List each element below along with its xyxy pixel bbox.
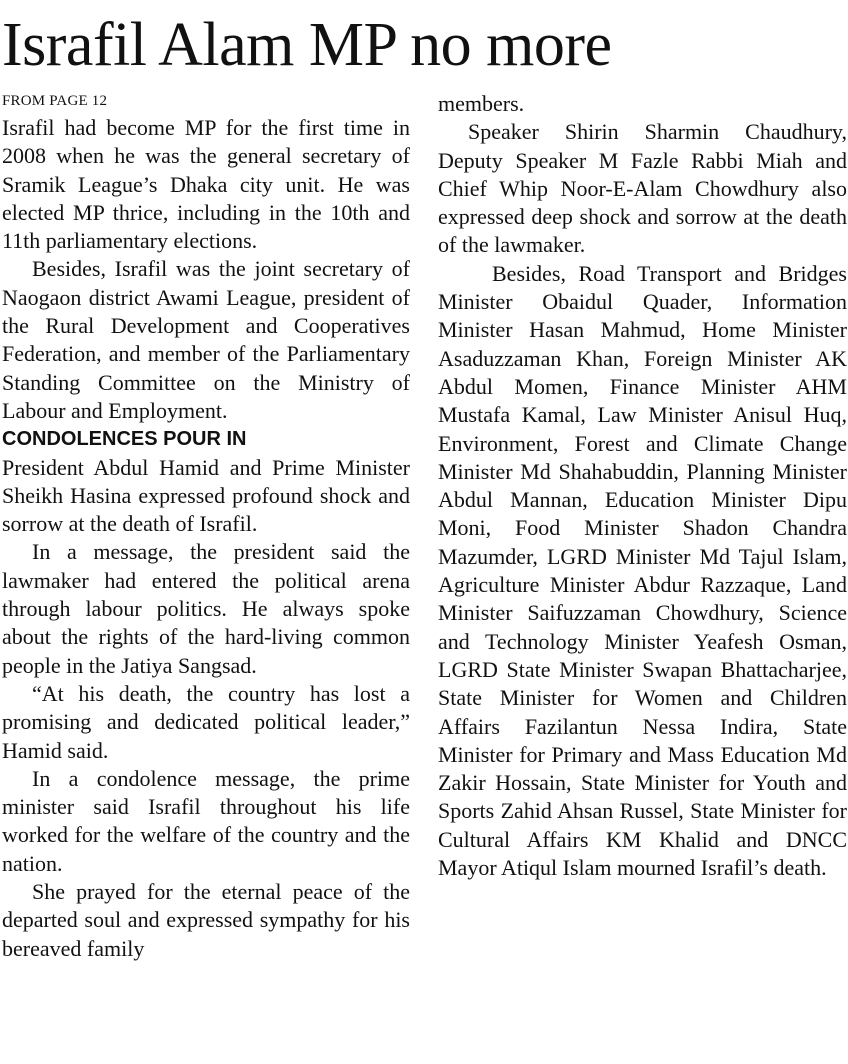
article-column-left (2, 90, 410, 1062)
body-paragraph: members. (438, 91, 525, 116)
body-paragraph: President Abdul Hamid and Prime Minister Sheikh Hasina expressed profound shock and sorrow at the death of Israfil. (2, 454, 410, 537)
article-column-right (438, 90, 847, 1062)
body-paragraph: Israfil had become MP for the first time in 2008 when he was the general secretary of Sramik League’s Dhaka city unit. He was elected MP thrice, including in the 10th and 11th parliamentary elections. (2, 115, 410, 254)
body-paragraph: In a message, the president said the lawmaker had entered the political arena through labour politics. He always spoke about the rights of the hard-living common people in the Jatiya Sangsad. (2, 539, 410, 678)
body-paragraph: Besides, Road Transport and Bridges Minister Obaidul Quader, Information Minister Hasan Mahmud, Home Minister Asaduzzaman Khan, Foreign Minister AK Abdul Momen, Finance Minister AHM Mustafa Kamal, Law Minister Anisul Huq, Environment, Forest and Climate Change Minister Md Shahabuddin, Planning Minister Abdul Mannan, Education Minister Dipu Moni, Food Minister Shadon Chandra Mazumder, LGRD Minister Md Tajul Islam, Agriculture Minister Abdur Razzaque, Land Minister Saifuzzaman Chowdhury, Science and Technology Minister Yeafesh Osman, LGRD State Minister Swapan Bhattacharjee, State Minister for Women and Children Affairs Fazilantun Nessa Indira, State Minister for Primary and Mass Education Md Zakir Hossain, State Minister for Youth and Sports Zahid Ahsan Russel, State Minister for Cultural Affairs KM Khalid and DNCC Mayor Atiqul Islam mourned Israfil’s death. (438, 260, 847, 881)
body-paragraph: “At his death, the country has lost a promising and dedicated political leader,” Hamid said. (2, 680, 410, 763)
article-headline: Israfil Alam MP no more (2, 11, 612, 79)
body-paragraph: She prayed for the eternal peace of the departed soul and expressed sympathy for his bereaved family (2, 879, 410, 961)
body-paragraph: Speaker Shirin Sharmin Chaudhury, Deputy Speaker M Fazle Rabbi Miah and Chief Whip Noor-E-Alam Chowdhury also expressed deep shock and sorrow at the death of the lawmaker. (438, 119, 847, 258)
continuation-kicker: FROM PAGE 12 (2, 93, 108, 109)
body-paragraph: Besides, Israfil was the joint secretary of Naogaon district Awami League, president of the Rural Development and Cooperatives Federation, and member of the Parliamentary Standing Committee on the Ministry of Labour and Employment. (2, 256, 410, 423)
section-subhead: CONDOLENCES POUR IN (2, 428, 247, 451)
body-paragraph: In a condolence message, the prime minister said Israfil throughout his life worked for the welfare of the country and the nation. (2, 765, 410, 876)
